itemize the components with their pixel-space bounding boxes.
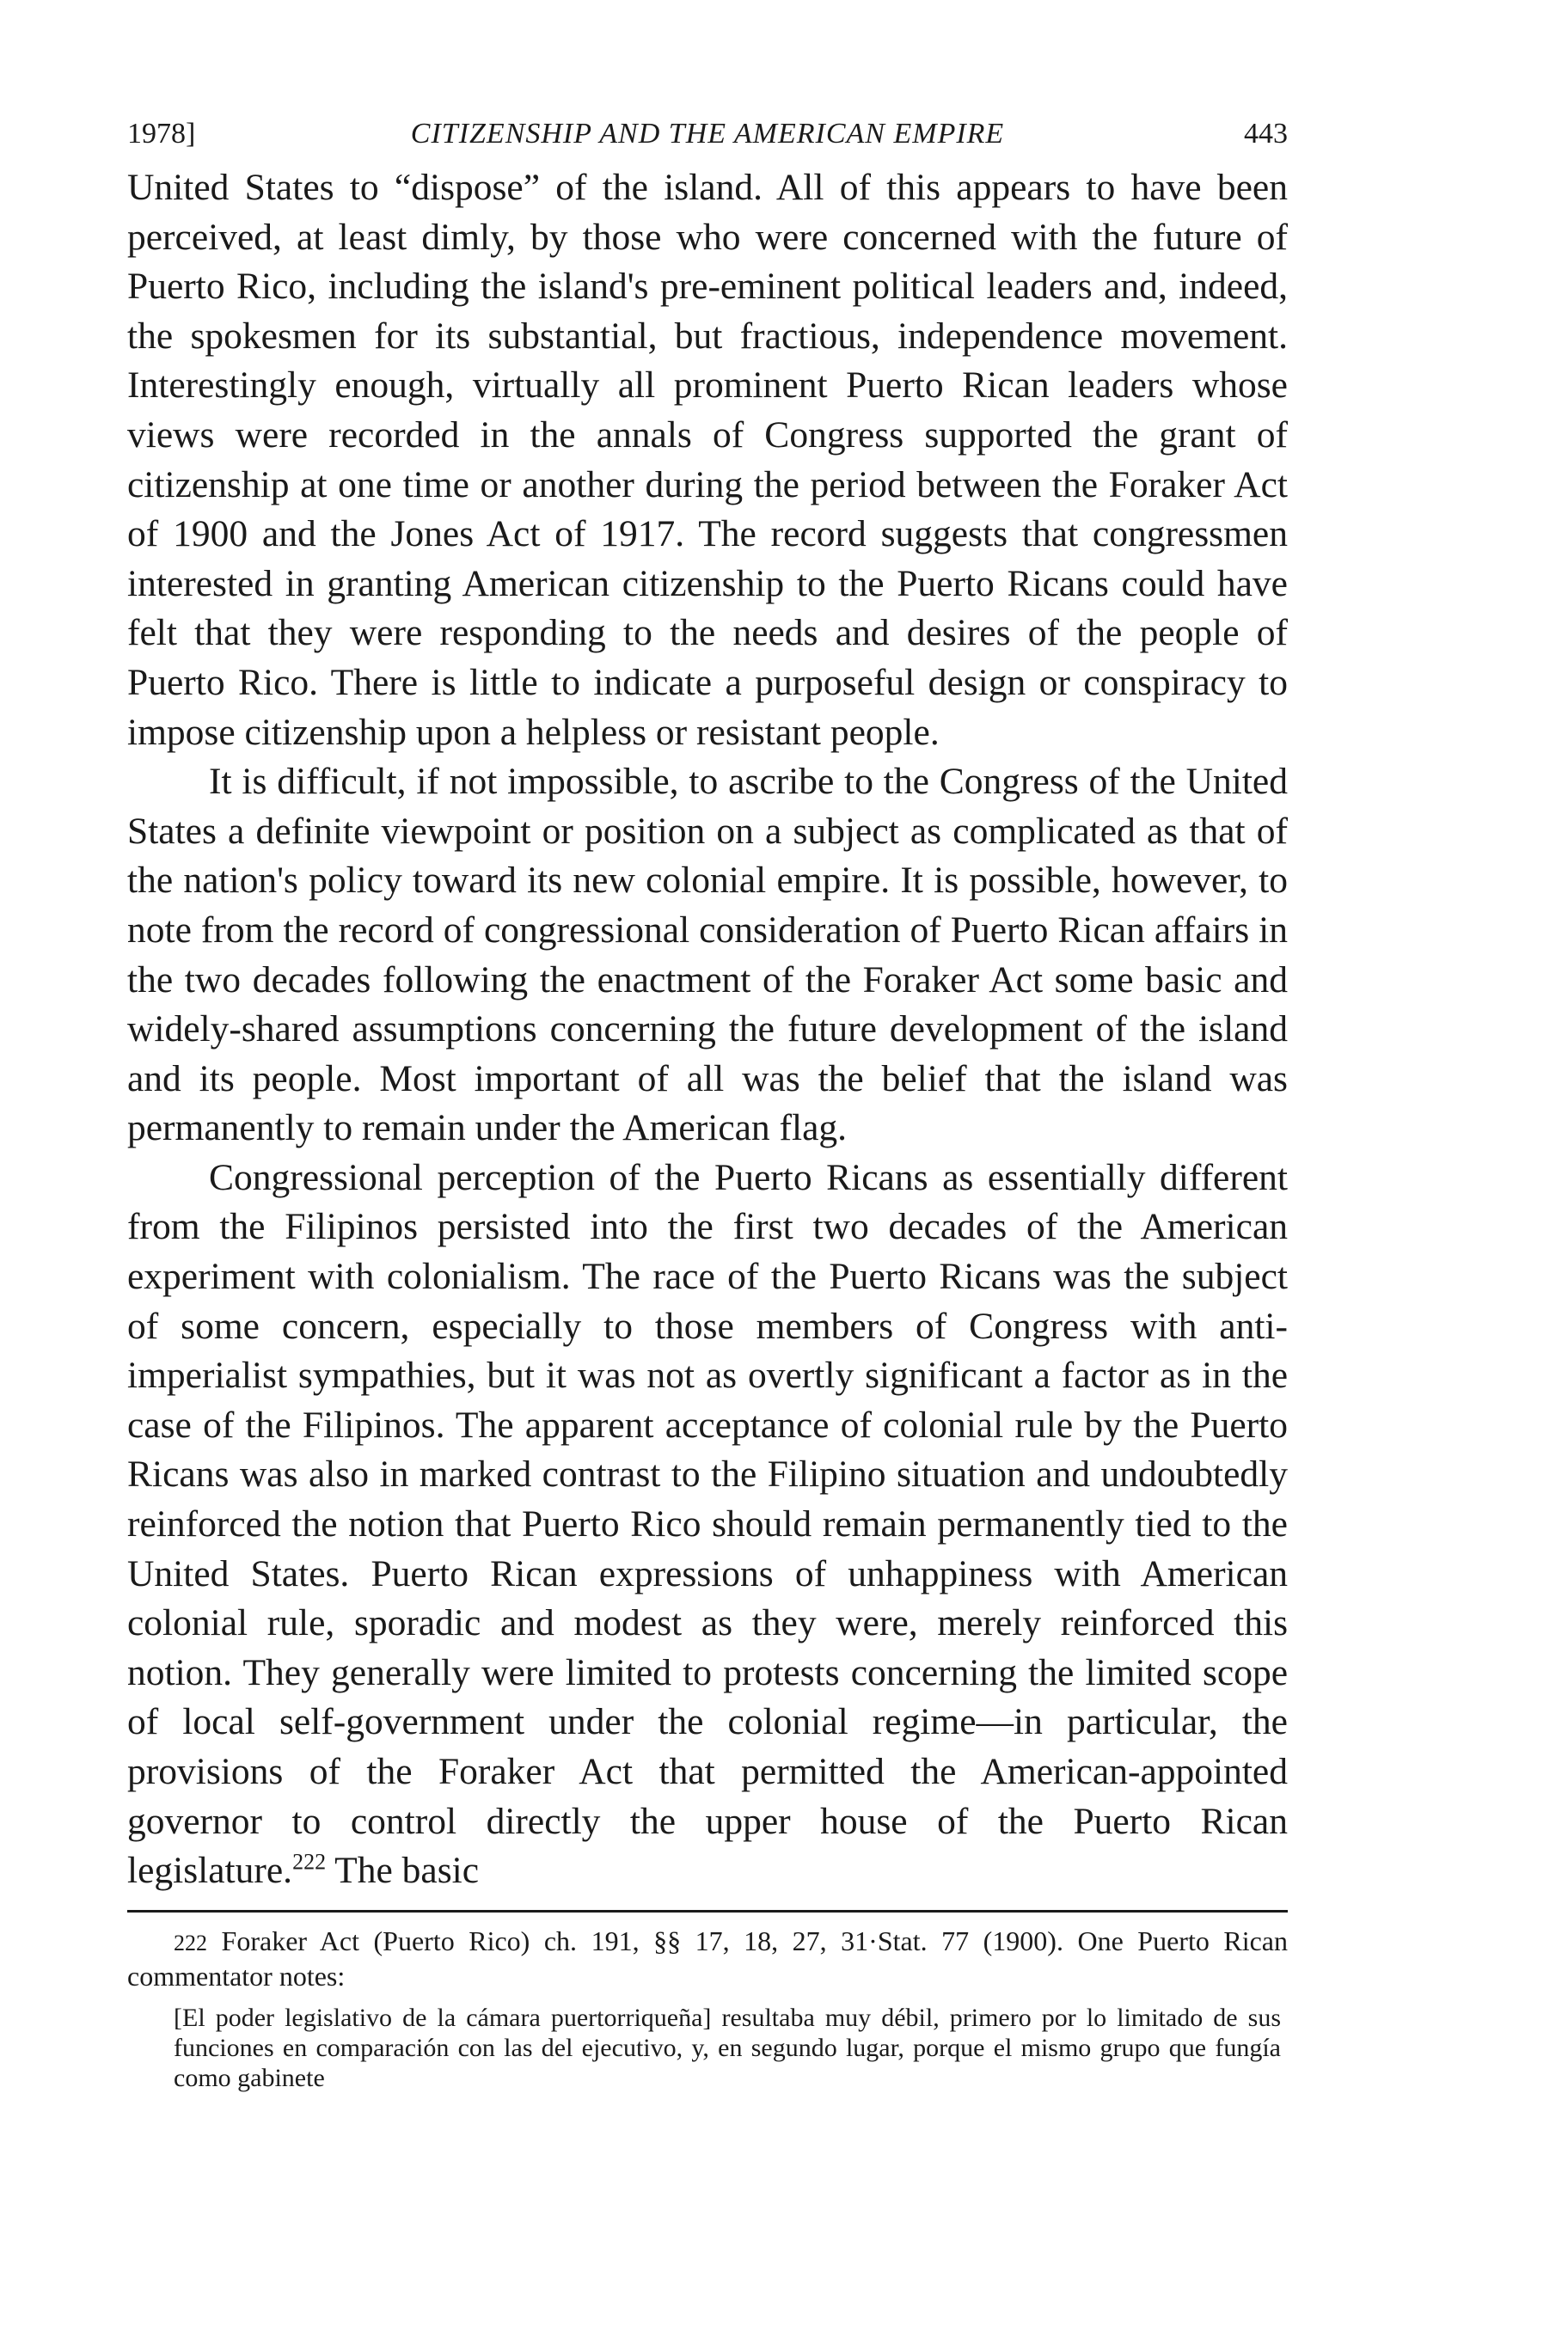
footnote-block-quote: [El poder legislativo de la cámara puertorriqueña] resultaba muy débil, primero por lo limitado de sus funciones en comparación con las del ejecutivo, y, en segundo lugar, porque el mismo grupo que fungía como gabinete <box>174 2003 1281 2092</box>
paragraph-continued: United States to “dispose” of the island. All of this appears to have been perceived, at least dimly, by those who were concerned with the future of Puerto Rico, including the island's pre-eminent political leaders and, indeed, the spokesmen for its substantial, but fractious, independence movement. Interestingly enough, virtually all prominent Puerto Rican leaders whose views were recorded in the annals of Congress supported the grant of citizenship at one time or another during the period between the Foraker Act of 1900 and the Jones Act of 1917. The record suggests that congressmen interested in granting American citizenship to the Puerto Ricans could have felt that they were responding to the needs and desires of the people of Puerto Rico. There is little to indicate a purposeful design or conspiracy to impose citizenship upon a helpless or resistant people. <box>127 167 1288 753</box>
document-page <box>127 110 1288 2093</box>
volume-year: 1978] <box>127 118 196 150</box>
paragraph: It is difficult, if not impossible, to ascribe to the Congress of the United States a definite viewpoint or position on a subject as complicated as that of the nation's policy toward its new colonial empire. It is possible, however, to note from the record of congressional consideration of Puerto Rican affairs in the two decades following the enactment of the Foraker Act some basic and widely-shared assumptions concerning the future development of the island and its people. Most important of all was the belief that the island was permanently to remain under the American flag. <box>127 761 1288 1149</box>
running-header <box>127 110 1288 158</box>
page-number: 443 <box>1244 118 1288 150</box>
footnote-citation: Foraker Act (Puerto Rico) ch. 191, §§ 17, 18, 27, 31·Stat. 77 (1900). One Puerto Rican commentator notes: <box>127 1925 1289 1992</box>
paragraph-trailing-text: The basic <box>326 1850 480 1892</box>
body-text <box>127 163 1288 1896</box>
footnote-divider <box>127 1910 1288 1913</box>
footnote-222 <box>127 1925 1288 1992</box>
running-title: CITIZENSHIP AND THE AMERICAN EMPIRE <box>410 118 1005 150</box>
footnotes <box>127 1925 1288 2093</box>
footnote-reference[interactable]: 222 <box>292 1849 327 1875</box>
paragraph-text: Congressional perception of the Puerto Ricans as essentially different from the Filipinos persisted into the first two decades of the American experiment with colonialism. The race of the Puerto Ricans was the subject of some concern, especially to those members of Congress with anti-imperialist sympathies, but it was not as overtly significant a factor as in the case of the Filipinos. The apparent acceptance of colonial rule by the Puerto Ricans was also in marked contrast to the Filipino situation and undoubtedly reinforced the notion that Puerto Rico should remain permanently tied to the United States. Puerto Rican expressions of unhappiness with American colonial rule, sporadic and modest as they were, merely reinforced this notion. They generally were limited to protests concerning the limited scope of local self-government under the colonial regime—in particular, the provisions of the Foraker Act that permitted the American-appointed governor to control directly the upper house of the Puerto Rican legislature. <box>127 1156 1288 1892</box>
footnote-number: 222 <box>174 1930 207 1955</box>
paragraph-last <box>127 1154 1288 1896</box>
